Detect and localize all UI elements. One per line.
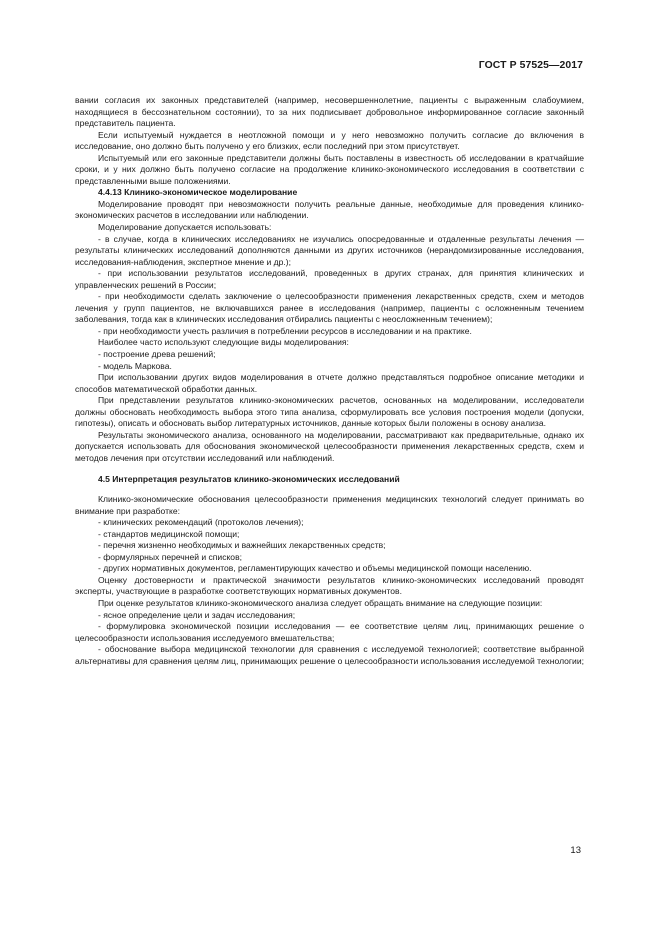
section-heading: 4.4.13 Клинико-экономическое моделирование (98, 187, 298, 198)
paragraph: Моделирование проводят при невозможности получить реальные данные, необходимые для проведения клинико-экономических расчетов в исследовании или наблюдении. (75, 198, 584, 221)
list-item: - клинических рекомендаций (протоколов лечения); (98, 517, 304, 528)
paragraph: Моделирование допускается использовать: (98, 222, 272, 233)
paragraph: При оценке результатов клинико-экономического анализа следует обращать внимание на следующие позиции: (98, 597, 543, 608)
list-item: - обоснование выбора медицинской технологии для сравнения с исследуемой технологией; соответствие выбранной альтернативы для сравнения целям лиц, принимающих решение о целесообразности использования исследуемой технологии; (75, 644, 584, 666)
paragraph: вании согласия их законных представителей (например, несовершеннолетние, пациенты с выраженным слабоумием, находящиеся в бессознательном состоянии), то за них подписывает добровольное информированное согласие законный представитель пациента. (75, 95, 584, 129)
list-item: - других нормативных документов, регламентирующих качество и объемы медицинской помощи населению. (98, 563, 532, 574)
list-item: - ясное определение цели и задач исследования; (98, 609, 296, 620)
paragraph: Оценку достоверности и практической значимости результатов клинико-экономических исследований проводят эксперты, участвующие в разработке соответствующих нормативных документов. (75, 574, 584, 597)
list-item: - построение древа решений; (98, 349, 216, 360)
list-item: - стандартов медицинской помощи; (98, 528, 240, 539)
paragraph: При представлении результатов клинико-экономических расчетов, основанных на моделировании, исследователи должны обосновать необходимость выбора этого типа анализа, сформулировать все условия построения модели (допуски, гипотезы), описать и обосновать выбор литературных источников, данные которых были положены в основу анализа. (75, 395, 584, 429)
list-item: - формулировка экономической позиции исследования — ее соответствие целям лиц, принимающих решение о целесообразности использования исследуемого вмешательства; (75, 621, 584, 643)
list-item: - перечня жизненно необходимых и важнейших лекарственных средств; (98, 540, 386, 551)
paragraph: Испытуемый или его законные представители должны быть поставлены в известность об исследовании в кратчайшие сроки, и у них должно быть получено согласие на продолжение клинико-экономического исследования в соответствии с представленными выше положениями. (75, 152, 584, 186)
list-item: - модель Маркова. (98, 360, 172, 371)
paragraph: Клинико-экономические обоснования целесообразности применения медицинских технологий следует принимать во внимание при разработке: (75, 494, 584, 516)
standard-code-header: ГОСТ Р 57525—2017 (478, 60, 583, 71)
list-item: - при необходимости учесть различия в потреблении ресурсов в исследовании и на практике. (98, 325, 472, 336)
list-item: - в случае, когда в клинических исследованиях не изучались опосредованные и отдаленные результаты лечения — результаты клинических исследований дополняются данными из других источников (нерандомизированные исследования, исследования-наблюдения, экспертное мнение и др.); (75, 233, 584, 267)
list-item: - при использовании результатов исследований, проведенных в других странах, для принятия клинических и управленческих решений в России; (75, 268, 584, 290)
section-heading: 4.5 Интерпретация результатов клинико-экономических исследований (98, 473, 400, 484)
paragraph: При использовании других видов моделирования в отчете должно представляться подробное описание методики и способов математической обработки данных. (75, 372, 584, 394)
list-item: - формулярных перечней и списков; (98, 551, 242, 562)
page-number: 13 (570, 845, 581, 856)
paragraph: Если испытуемый нуждается в неотложной помощи и у него невозможно получить согласие до включения в исследование, оно должно быть получено у его близких, если последний при этом присутствует. (75, 129, 584, 152)
list-item: - при необходимости сделать заключение о целесообразности применения лекарственных средств, схем и методов лечения у групп пациентов, не включавшихся ранее в исследования (например, пациенты с осложненным течением заболевания, тогда как в клинических исследования отбирались пациенты с неосложненным течением); (75, 291, 584, 325)
paragraph: Наиболее часто используют следующие виды моделирования: (98, 337, 349, 348)
document-body (75, 95, 584, 667)
paragraph: Результаты экономического анализа, основанного на моделировании, рассматривают как предварительные, однако их допускается использовать для обоснования экономической целесообразности применения лекарственных средств, схем и методов лечения при отсутствии исследований или наблюдений. (75, 429, 584, 463)
